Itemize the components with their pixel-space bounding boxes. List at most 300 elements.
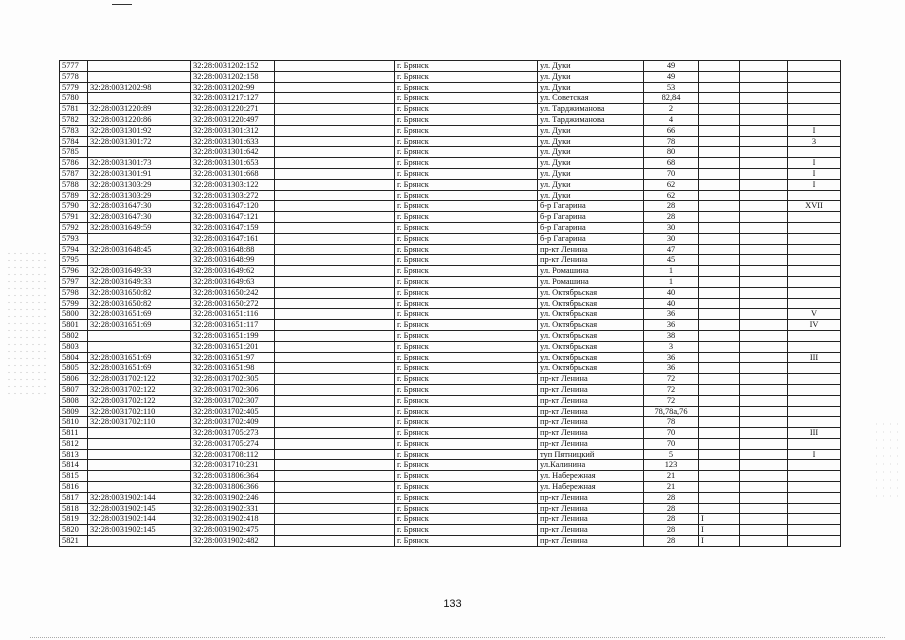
cadastral-number: 32:28:0031702:306 xyxy=(191,384,275,395)
empty-cell xyxy=(275,384,395,395)
cadastral-number: 32:28:0031650:242 xyxy=(191,287,275,298)
section-mark xyxy=(788,82,841,93)
house-number: 3 xyxy=(644,341,699,352)
empty-cell xyxy=(740,406,788,417)
empty-cell xyxy=(740,136,788,147)
table-row xyxy=(60,449,841,460)
extra-mark xyxy=(699,374,740,385)
table-row xyxy=(60,190,841,201)
parcel-number xyxy=(88,471,191,482)
empty-cell xyxy=(275,158,395,169)
extra-mark xyxy=(699,244,740,255)
cadastral-number: 32:28:0031702:307 xyxy=(191,395,275,406)
parcel-number xyxy=(88,71,191,82)
row-number: 5793 xyxy=(60,233,88,244)
empty-cell xyxy=(275,363,395,374)
extra-mark xyxy=(699,406,740,417)
house-number: 28 xyxy=(644,525,699,536)
street: ул. Советская xyxy=(538,93,644,104)
parcel-number: 32:28:0031902:145 xyxy=(88,525,191,536)
section-mark: I xyxy=(788,168,841,179)
row-number: 5803 xyxy=(60,341,88,352)
empty-cell xyxy=(740,104,788,115)
cadastral-number: 32:28:0031710:231 xyxy=(191,460,275,471)
empty-cell xyxy=(740,503,788,514)
section-mark xyxy=(788,104,841,115)
cadastral-number: 32:28:0031202:99 xyxy=(191,82,275,93)
section-mark xyxy=(788,114,841,125)
parcel-number xyxy=(88,147,191,158)
house-number: 72 xyxy=(644,384,699,395)
empty-cell xyxy=(740,471,788,482)
table-row xyxy=(60,492,841,503)
house-number: 21 xyxy=(644,482,699,493)
section-mark xyxy=(788,341,841,352)
extra-mark: I xyxy=(699,525,740,536)
house-number: 45 xyxy=(644,255,699,266)
city: г. Брянск xyxy=(395,61,538,72)
parcel-number xyxy=(88,460,191,471)
parcel-number: 32:28:0031902:144 xyxy=(88,492,191,503)
extra-mark xyxy=(699,330,740,341)
empty-cell xyxy=(275,514,395,525)
table-row xyxy=(60,341,841,352)
street: ул. Тарджиманова xyxy=(538,104,644,115)
house-number: 123 xyxy=(644,460,699,471)
cadastral-number: 32:28:0031649:63 xyxy=(191,276,275,287)
row-number: 5814 xyxy=(60,460,88,471)
city: г. Брянск xyxy=(395,309,538,320)
empty-cell xyxy=(740,266,788,277)
parcel-number: 32:28:0031650:82 xyxy=(88,298,191,309)
parcel-number xyxy=(88,449,191,460)
table-row xyxy=(60,471,841,482)
extra-mark xyxy=(699,104,740,115)
parcel-number: 32:28:0031651:69 xyxy=(88,363,191,374)
table-row xyxy=(60,82,841,93)
empty-cell xyxy=(740,222,788,233)
parcel-number xyxy=(88,536,191,547)
house-number: 36 xyxy=(644,352,699,363)
empty-cell xyxy=(275,449,395,460)
empty-cell xyxy=(740,449,788,460)
city: г. Брянск xyxy=(395,104,538,115)
cadastral-number: 32:28:0031651:117 xyxy=(191,320,275,331)
empty-cell xyxy=(275,503,395,514)
table-row xyxy=(60,147,841,158)
empty-cell xyxy=(740,525,788,536)
table-row xyxy=(60,352,841,363)
empty-cell xyxy=(740,330,788,341)
street: пр-кт Ленина xyxy=(538,384,644,395)
house-number: 78 xyxy=(644,417,699,428)
house-number: 40 xyxy=(644,287,699,298)
empty-cell xyxy=(740,482,788,493)
parcel-number: 32:28:0031650:82 xyxy=(88,287,191,298)
city: г. Брянск xyxy=(395,363,538,374)
extra-mark xyxy=(699,309,740,320)
city: г. Брянск xyxy=(395,428,538,439)
empty-cell xyxy=(275,61,395,72)
section-mark xyxy=(788,233,841,244)
house-number: 28 xyxy=(644,492,699,503)
cadastral-number: 32:28:0031649:62 xyxy=(191,266,275,277)
parcel-number: 32:28:0031651:69 xyxy=(88,320,191,331)
street: ул. Дуки xyxy=(538,147,644,158)
row-number: 5813 xyxy=(60,449,88,460)
empty-cell xyxy=(275,71,395,82)
empty-cell xyxy=(740,147,788,158)
street: пр-кт Ленина xyxy=(538,514,644,525)
city: г. Брянск xyxy=(395,298,538,309)
parcel-number: 32:28:0031651:69 xyxy=(88,352,191,363)
table-row xyxy=(60,136,841,147)
empty-cell xyxy=(275,309,395,320)
section-mark xyxy=(788,374,841,385)
row-number: 5791 xyxy=(60,212,88,223)
table-row xyxy=(60,374,841,385)
empty-cell xyxy=(275,525,395,536)
extra-mark xyxy=(699,222,740,233)
parcel-number xyxy=(88,61,191,72)
section-mark xyxy=(788,276,841,287)
row-number: 5821 xyxy=(60,536,88,547)
street: пр-кт Ленина xyxy=(538,406,644,417)
empty-cell xyxy=(275,104,395,115)
section-mark xyxy=(788,222,841,233)
section-mark xyxy=(788,190,841,201)
extra-mark xyxy=(699,471,740,482)
registry-table xyxy=(59,60,841,547)
extra-mark xyxy=(699,255,740,266)
row-number: 5799 xyxy=(60,298,88,309)
empty-cell xyxy=(740,190,788,201)
empty-cell xyxy=(740,179,788,190)
parcel-number: 32:28:0031649:59 xyxy=(88,222,191,233)
city: г. Брянск xyxy=(395,179,538,190)
city: г. Брянск xyxy=(395,492,538,503)
parcel-number: 32:28:0031651:69 xyxy=(88,309,191,320)
house-number: 70 xyxy=(644,168,699,179)
street: ул. Дуки xyxy=(538,136,644,147)
street: ул. Дуки xyxy=(538,168,644,179)
empty-cell xyxy=(740,320,788,331)
table-row xyxy=(60,276,841,287)
empty-cell xyxy=(275,492,395,503)
city: г. Брянск xyxy=(395,341,538,352)
row-number: 5785 xyxy=(60,147,88,158)
row-number: 5810 xyxy=(60,417,88,428)
empty-cell xyxy=(740,363,788,374)
house-number: 21 xyxy=(644,471,699,482)
table-row xyxy=(60,125,841,136)
section-mark: I xyxy=(788,125,841,136)
row-number: 5780 xyxy=(60,93,88,104)
city: г. Брянск xyxy=(395,460,538,471)
section-mark xyxy=(788,492,841,503)
row-number: 5815 xyxy=(60,471,88,482)
house-number: 66 xyxy=(644,125,699,136)
house-number: 72 xyxy=(644,395,699,406)
city: г. Брянск xyxy=(395,471,538,482)
house-number: 1 xyxy=(644,266,699,277)
cadastral-number: 32:28:0031648:99 xyxy=(191,255,275,266)
city: г. Брянск xyxy=(395,201,538,212)
scan-noise xyxy=(6,250,46,400)
section-mark xyxy=(788,438,841,449)
section-mark: I xyxy=(788,179,841,190)
house-number: 49 xyxy=(644,61,699,72)
street: ул. Ромашина xyxy=(538,276,644,287)
parcel-number xyxy=(88,341,191,352)
street: ул. Тарджиманова xyxy=(538,114,644,125)
extra-mark xyxy=(699,320,740,331)
house-number: 28 xyxy=(644,503,699,514)
street: ул. Октябрьская xyxy=(538,352,644,363)
empty-cell xyxy=(275,276,395,287)
row-number: 5806 xyxy=(60,374,88,385)
empty-cell xyxy=(275,125,395,136)
parcel-number xyxy=(88,482,191,493)
extra-mark xyxy=(699,503,740,514)
extra-mark xyxy=(699,93,740,104)
city: г. Брянск xyxy=(395,536,538,547)
extra-mark xyxy=(699,212,740,223)
section-mark xyxy=(788,71,841,82)
cadastral-number: 32:28:0031702:305 xyxy=(191,374,275,385)
empty-cell xyxy=(740,395,788,406)
empty-cell xyxy=(740,114,788,125)
table-row xyxy=(60,320,841,331)
section-mark xyxy=(788,298,841,309)
row-number: 5783 xyxy=(60,125,88,136)
parcel-number: 32:28:0031902:145 xyxy=(88,503,191,514)
empty-cell xyxy=(275,417,395,428)
section-mark xyxy=(788,471,841,482)
row-number: 5782 xyxy=(60,114,88,125)
street: ул. Дуки xyxy=(538,71,644,82)
row-number: 5796 xyxy=(60,266,88,277)
empty-cell xyxy=(275,352,395,363)
parcel-number: 32:28:0031301:73 xyxy=(88,158,191,169)
parcel-number: 32:28:0031647:30 xyxy=(88,201,191,212)
street: б-р Гагарина xyxy=(538,233,644,244)
city: г. Брянск xyxy=(395,71,538,82)
cadastral-number: 32:28:0031702:409 xyxy=(191,417,275,428)
section-mark: V xyxy=(788,309,841,320)
house-number: 36 xyxy=(644,363,699,374)
extra-mark xyxy=(699,492,740,503)
cadastral-number: 32:28:0031301:642 xyxy=(191,147,275,158)
cadastral-number: 32:28:0031902:331 xyxy=(191,503,275,514)
cadastral-number: 32:28:0031651:201 xyxy=(191,341,275,352)
city: г. Брянск xyxy=(395,287,538,298)
extra-mark xyxy=(699,438,740,449)
table-row xyxy=(60,255,841,266)
row-number: 5819 xyxy=(60,514,88,525)
empty-cell xyxy=(275,460,395,471)
extra-mark xyxy=(699,417,740,428)
extra-mark xyxy=(699,276,740,287)
empty-cell xyxy=(740,233,788,244)
parcel-number: 32:28:0031648:45 xyxy=(88,244,191,255)
empty-cell xyxy=(275,82,395,93)
street: б-р Гагарина xyxy=(538,212,644,223)
house-number: 28 xyxy=(644,212,699,223)
extra-mark xyxy=(699,233,740,244)
empty-cell xyxy=(275,330,395,341)
parcel-number xyxy=(88,438,191,449)
cadastral-number: 32:28:0031647:161 xyxy=(191,233,275,244)
section-mark xyxy=(788,536,841,547)
row-number: 5778 xyxy=(60,71,88,82)
cadastral-number: 32:28:0031647:120 xyxy=(191,201,275,212)
city: г. Брянск xyxy=(395,190,538,201)
empty-cell xyxy=(275,287,395,298)
empty-cell xyxy=(275,374,395,385)
row-number: 5786 xyxy=(60,158,88,169)
street: ул. Дуки xyxy=(538,82,644,93)
street: б-р Гагарина xyxy=(538,201,644,212)
city: г. Брянск xyxy=(395,352,538,363)
house-number: 28 xyxy=(644,536,699,547)
street: ул. Октябрьская xyxy=(538,287,644,298)
house-number: 30 xyxy=(644,233,699,244)
parcel-number xyxy=(88,330,191,341)
empty-cell xyxy=(740,514,788,525)
table-row xyxy=(60,201,841,212)
cadastral-number: 32:28:0031902:482 xyxy=(191,536,275,547)
table-row xyxy=(60,384,841,395)
street: ул. Дуки xyxy=(538,125,644,136)
house-number: 1 xyxy=(644,276,699,287)
footer-divider xyxy=(30,637,885,638)
city: г. Брянск xyxy=(395,514,538,525)
house-number: 40 xyxy=(644,298,699,309)
table-row xyxy=(60,460,841,471)
empty-cell xyxy=(740,536,788,547)
empty-cell xyxy=(740,417,788,428)
cadastral-number: 32:28:0031301:312 xyxy=(191,125,275,136)
empty-cell xyxy=(275,136,395,147)
parcel-number: 32:28:0031702:122 xyxy=(88,384,191,395)
table-row xyxy=(60,93,841,104)
empty-cell xyxy=(275,266,395,277)
parcel-number: 32:28:0031702:110 xyxy=(88,406,191,417)
empty-cell xyxy=(275,428,395,439)
table-row xyxy=(60,298,841,309)
city: г. Брянск xyxy=(395,244,538,255)
row-number: 5820 xyxy=(60,525,88,536)
row-number: 5811 xyxy=(60,428,88,439)
city: г. Брянск xyxy=(395,503,538,514)
section-mark xyxy=(788,514,841,525)
table-row xyxy=(60,244,841,255)
house-number: 5 xyxy=(644,449,699,460)
house-number: 62 xyxy=(644,179,699,190)
empty-cell xyxy=(740,460,788,471)
empty-cell xyxy=(275,179,395,190)
table-row xyxy=(60,61,841,72)
cadastral-number: 32:28:0031202:152 xyxy=(191,61,275,72)
house-number: 68 xyxy=(644,158,699,169)
empty-cell xyxy=(740,384,788,395)
street: ул. Дуки xyxy=(538,61,644,72)
parcel-number: 32:28:0031301:91 xyxy=(88,168,191,179)
empty-cell xyxy=(740,212,788,223)
city: г. Брянск xyxy=(395,136,538,147)
empty-cell xyxy=(275,341,395,352)
street: ул. Дуки xyxy=(538,190,644,201)
extra-mark xyxy=(699,125,740,136)
cadastral-number: 32:28:0031902:475 xyxy=(191,525,275,536)
section-mark: IV xyxy=(788,320,841,331)
parcel-number: 32:28:0031202:98 xyxy=(88,82,191,93)
cadastral-number: 32:28:0031647:159 xyxy=(191,222,275,233)
row-number: 5794 xyxy=(60,244,88,255)
parcel-number: 32:28:0031301:92 xyxy=(88,125,191,136)
street: пр-кт Ленина xyxy=(538,536,644,547)
cadastral-number: 32:28:0031301:668 xyxy=(191,168,275,179)
empty-cell xyxy=(275,168,395,179)
extra-mark xyxy=(699,460,740,471)
house-number: 82,84 xyxy=(644,93,699,104)
extra-mark xyxy=(699,179,740,190)
row-number: 5802 xyxy=(60,330,88,341)
street: ул. Октябрьская xyxy=(538,363,644,374)
extra-mark xyxy=(699,266,740,277)
table-row xyxy=(60,330,841,341)
empty-cell xyxy=(740,352,788,363)
city: г. Брянск xyxy=(395,212,538,223)
city: г. Брянск xyxy=(395,417,538,428)
empty-cell xyxy=(740,82,788,93)
cadastral-number: 32:28:0031202:158 xyxy=(191,71,275,82)
empty-cell xyxy=(740,438,788,449)
cadastral-number: 32:28:0031220:271 xyxy=(191,104,275,115)
house-number: 62 xyxy=(644,190,699,201)
empty-cell xyxy=(740,276,788,287)
street: пр-кт Ленина xyxy=(538,438,644,449)
section-mark: 3 xyxy=(788,136,841,147)
empty-cell xyxy=(740,298,788,309)
house-number: 2 xyxy=(644,104,699,115)
section-mark xyxy=(788,61,841,72)
top-page-mark xyxy=(112,4,132,5)
row-number: 5812 xyxy=(60,438,88,449)
section-mark: III xyxy=(788,428,841,439)
row-number: 5795 xyxy=(60,255,88,266)
row-number: 5807 xyxy=(60,384,88,395)
extra-mark xyxy=(699,449,740,460)
street: ул. Октябрьская xyxy=(538,320,644,331)
empty-cell xyxy=(275,114,395,125)
section-mark: I xyxy=(788,158,841,169)
table-row xyxy=(60,104,841,115)
parcel-number xyxy=(88,428,191,439)
house-number: 70 xyxy=(644,428,699,439)
empty-cell xyxy=(740,201,788,212)
empty-cell xyxy=(740,71,788,82)
cadastral-number: 32:28:0031301:653 xyxy=(191,158,275,169)
section-mark xyxy=(788,384,841,395)
empty-cell xyxy=(275,320,395,331)
parcel-number: 32:28:0031702:122 xyxy=(88,395,191,406)
extra-mark: I xyxy=(699,514,740,525)
cadastral-number: 32:28:0031708:112 xyxy=(191,449,275,460)
city: г. Брянск xyxy=(395,384,538,395)
street: ул. Дуки xyxy=(538,158,644,169)
